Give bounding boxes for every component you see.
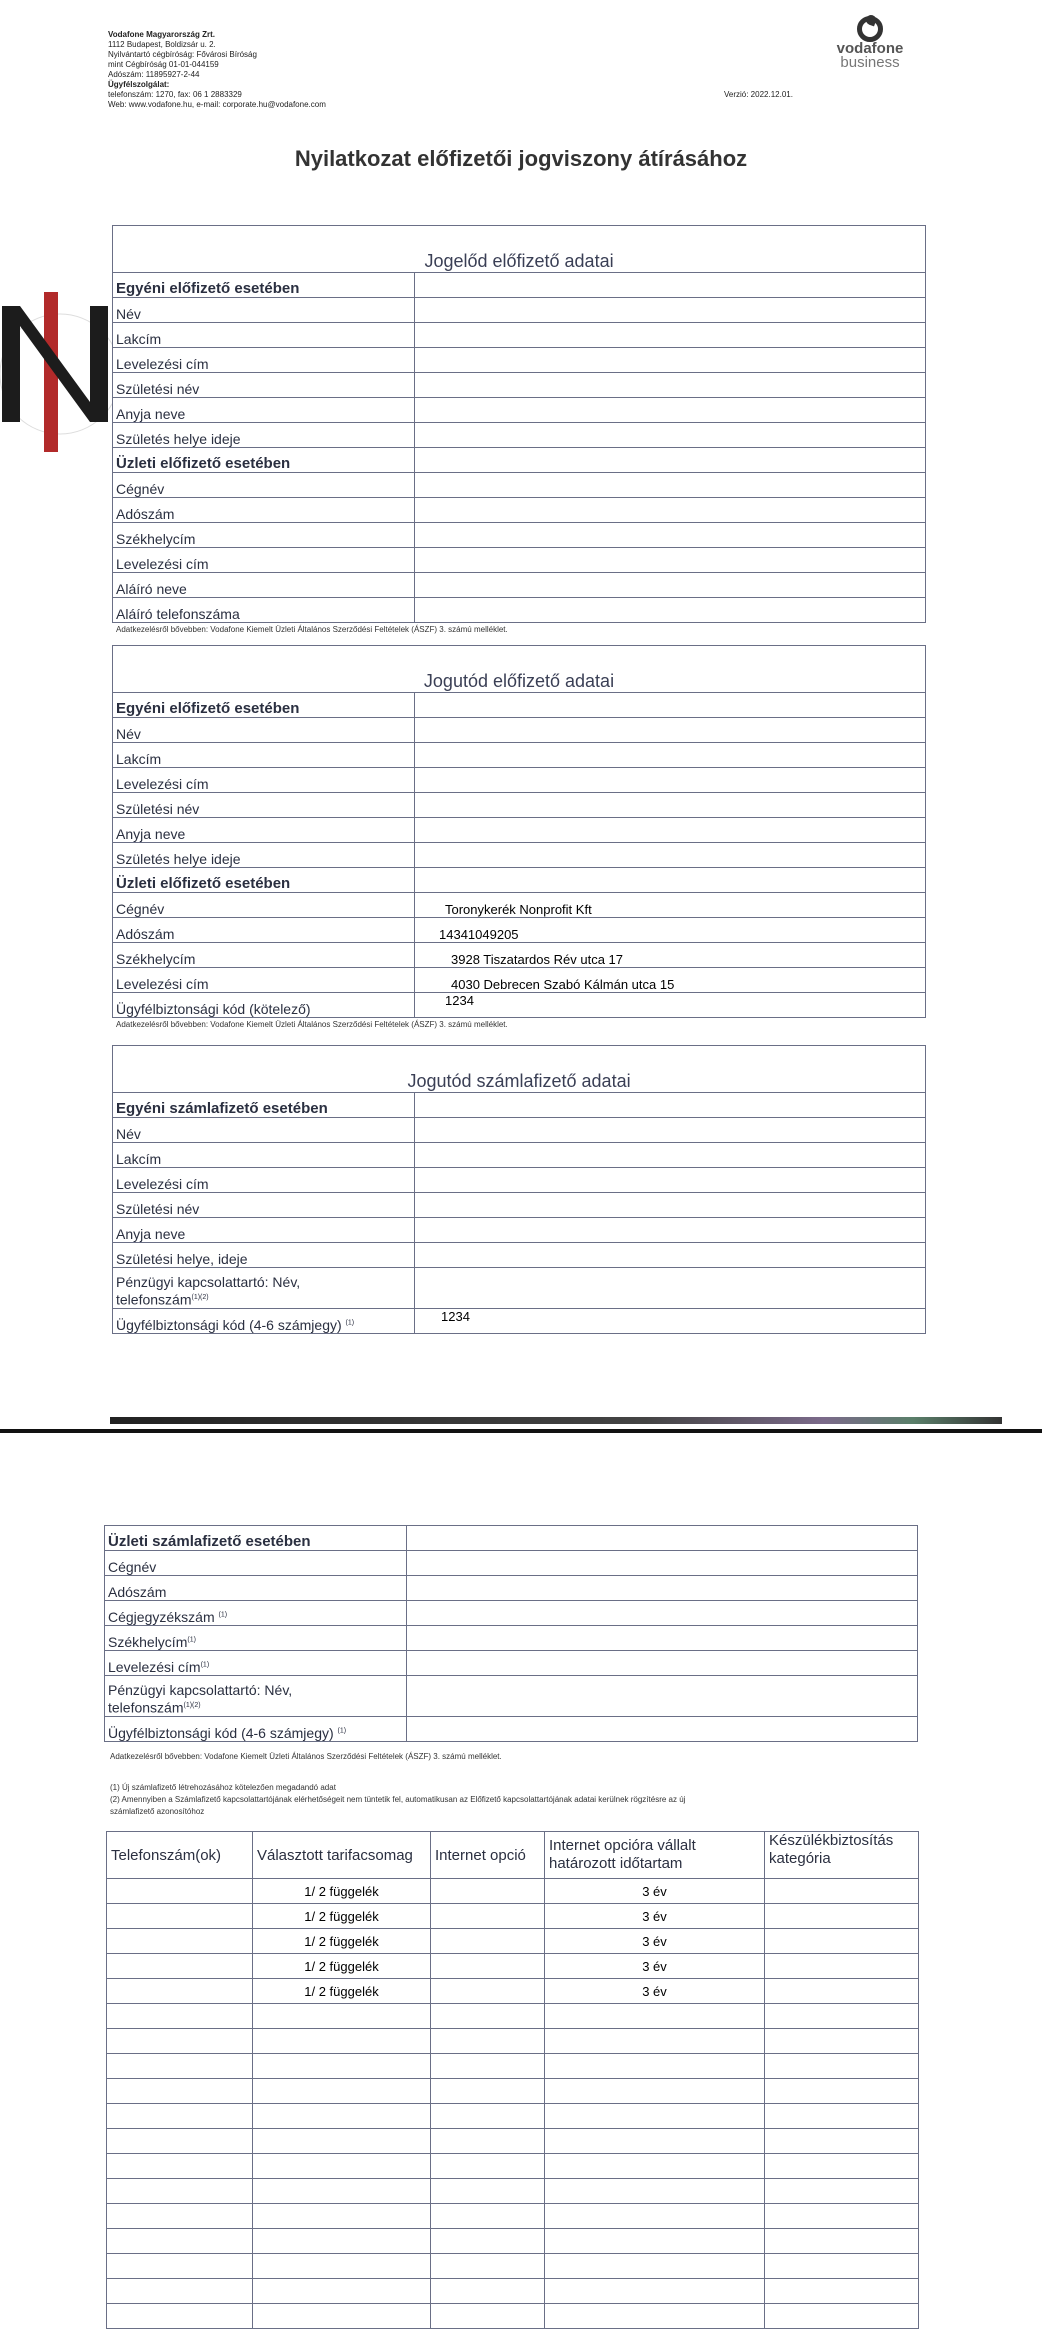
company-info — [108, 30, 428, 110]
tariff-cell[interactable] — [253, 2054, 431, 2079]
tariff-cell[interactable] — [431, 2004, 545, 2029]
tariff-cell[interactable] — [431, 2129, 545, 2154]
tariff-row — [107, 1879, 919, 1904]
field-label — [105, 1601, 407, 1626]
tariff-cell[interactable] — [545, 2004, 765, 2029]
tariff-cell[interactable] — [431, 1879, 545, 1904]
contact-label — [105, 1676, 407, 1717]
tariff-cell[interactable] — [765, 2154, 919, 2179]
label-text: Adószám — [108, 1584, 167, 1600]
tariff-cell[interactable] — [107, 2179, 253, 2204]
value-cell[interactable] — [415, 1168, 926, 1193]
tariff-row — [107, 2154, 919, 2179]
tariff-cell[interactable] — [253, 2279, 431, 2304]
field-label: Lakcím — [113, 323, 415, 348]
tariff-cell[interactable]: 1/ 2 függelék — [253, 1879, 431, 1904]
tariff-row — [107, 1979, 919, 2004]
tariff-cell[interactable] — [107, 1879, 253, 1904]
tariff-row — [107, 2129, 919, 2154]
value-cell[interactable] — [407, 1576, 918, 1601]
company-line: 1112 Budapest, Boldizsár u. 2. — [108, 40, 216, 49]
tariff-cell[interactable] — [107, 1904, 253, 1929]
contact-label-text: telefonszám — [108, 1700, 184, 1716]
field-label — [105, 1651, 407, 1676]
field-label: Adószám — [113, 918, 415, 943]
tariff-cell[interactable] — [253, 2029, 431, 2054]
tariff-cell[interactable] — [545, 2079, 765, 2104]
tariff-cell[interactable] — [431, 1979, 545, 2004]
tariff-cell[interactable] — [545, 2179, 765, 2204]
label-text: Cégnév — [108, 1559, 157, 1575]
field-label — [105, 1576, 407, 1601]
scan-edge — [110, 1417, 1002, 1424]
tariff-cell[interactable] — [253, 2079, 431, 2104]
tariff-cell[interactable] — [765, 2104, 919, 2129]
field-label: Név — [113, 1118, 415, 1143]
tariff-cell[interactable] — [765, 1979, 919, 2004]
field-label: Székhelycím — [113, 943, 415, 968]
tariff-row — [107, 2029, 919, 2054]
value-cell[interactable] — [407, 1601, 918, 1626]
tariff-cell[interactable] — [765, 2029, 919, 2054]
footnote-marker: (1) — [187, 1636, 196, 1644]
value-cell[interactable] — [407, 1626, 918, 1651]
field-label: Születési név — [113, 373, 415, 398]
footnote: (1) Új számlafizető létrehozásához kötelezően megadandó adat — [110, 1783, 336, 1792]
column-header: Internet opcióra vállalt határozott időtartam — [545, 1832, 765, 1879]
tariff-cell[interactable] — [765, 2254, 919, 2279]
value-cell[interactable] — [415, 348, 926, 373]
column-header: Készülékbiztosítás kategória — [765, 1832, 919, 1879]
tariff-cell[interactable] — [253, 2304, 431, 2329]
contact-label-text: telefonszám — [116, 1292, 192, 1308]
tariff-cell[interactable] — [545, 2129, 765, 2154]
field-label: Név — [113, 718, 415, 743]
tariff-cell[interactable] — [107, 2004, 253, 2029]
tariff-cell[interactable] — [107, 2054, 253, 2079]
section-title: Jogelőd előfizető adatai — [113, 226, 926, 273]
data-handling-note: Adatkezelésről bővebben: Vodafone Kiemelt Üzleti Általános Szerződési Feltételek (ÁSZF) 3. számú melléklet. — [116, 625, 508, 634]
tariff-row — [107, 2279, 919, 2304]
tariff-cell[interactable] — [765, 2004, 919, 2029]
tariff-row — [107, 2179, 919, 2204]
value-cell[interactable] — [415, 693, 926, 718]
tariff-cell[interactable] — [431, 2304, 545, 2329]
tariff-cell[interactable] — [545, 2304, 765, 2329]
tariff-header-row — [107, 1832, 919, 1879]
tariff-row — [107, 2079, 919, 2104]
tariff-cell[interactable] — [253, 2129, 431, 2154]
field-label: Levelezési cím — [113, 548, 415, 573]
field-label: Születés helye ideje — [113, 843, 415, 868]
tariff-cell[interactable] — [253, 2254, 431, 2279]
document-title: Nyilatkozat előfizetői jogviszony átírásához — [294, 146, 748, 171]
successor-payer-table — [112, 1045, 926, 1334]
security-code-label — [113, 1309, 415, 1334]
field-label: Lakcím — [113, 1143, 415, 1168]
tariff-cell[interactable] — [253, 2004, 431, 2029]
footnote-marker: (1) — [337, 1727, 347, 1735]
tariff-table — [106, 1831, 919, 2329]
value-cell[interactable] — [415, 573, 926, 598]
predecessor-subscriber-table — [112, 225, 926, 623]
data-handling-note: Adatkezelésről bővebben: Vodafone Kiemelt Üzleti Általános Szerződési Feltételek (ÁSZF) 3. számú melléklet. — [110, 1752, 502, 1761]
value-cell[interactable] — [415, 843, 926, 868]
tariff-cell[interactable] — [107, 2104, 253, 2129]
page-divider — [0, 1429, 1042, 1433]
tariff-cell[interactable]: 3 év — [545, 1979, 765, 2004]
field-label: Cégnév — [113, 473, 415, 498]
tariff-cell[interactable] — [765, 2179, 919, 2204]
tariff-cell[interactable] — [431, 1929, 545, 1954]
value-cell[interactable] — [415, 768, 926, 793]
tariff-cell[interactable] — [253, 2154, 431, 2179]
footnote-marker: (1) — [218, 1611, 228, 1619]
value-cell[interactable] — [415, 373, 926, 398]
company-line: Web: www.vodafone.hu, e-mail: corporate.hu@vodafone.com — [108, 100, 326, 109]
individual-header: Egyéni előfizető esetében — [113, 273, 415, 298]
section-title: Jogutód számlafizető adatai — [113, 1046, 926, 1093]
tariff-cell[interactable] — [253, 2204, 431, 2229]
field-label: Ügyfélbiztonsági kód (kötelező) — [113, 993, 415, 1018]
field-label: Lakcím — [113, 743, 415, 768]
vodafone-logo — [830, 16, 910, 70]
tariff-cell[interactable] — [107, 2204, 253, 2229]
tariff-cell[interactable] — [107, 2029, 253, 2054]
tariff-cell[interactable] — [253, 2104, 431, 2129]
tariff-cell[interactable] — [765, 2129, 919, 2154]
individual-header: Egyéni számlafizető esetében — [113, 1093, 415, 1118]
value-cell[interactable] — [415, 1118, 926, 1143]
company-line: telefonszám: 1270, fax: 06 1 2883329 — [108, 90, 242, 99]
n-logo-overlay — [0, 292, 112, 462]
tariff-cell[interactable] — [545, 2204, 765, 2229]
tariff-cell[interactable] — [765, 2229, 919, 2254]
company-line: Adószám: 11895927-2-44 — [108, 70, 200, 79]
tax-number-value[interactable]: 14341049205 — [415, 918, 926, 943]
value-cell[interactable] — [415, 1268, 926, 1309]
tariff-cell[interactable] — [431, 2204, 545, 2229]
tariff-row — [107, 2054, 919, 2079]
tariff-cell[interactable] — [107, 2229, 253, 2254]
tariff-cell[interactable]: 3 év — [545, 1954, 765, 1979]
value-cell[interactable] — [415, 448, 926, 473]
value-cell[interactable] — [415, 548, 926, 573]
company-line: Ügyfélszolgálat: — [108, 80, 170, 89]
footnote-marker: (1)(2) — [183, 1702, 201, 1710]
value-cell[interactable] — [415, 743, 926, 768]
value-cell[interactable] — [415, 398, 926, 423]
contact-label-text: Pénzügyi kapcsolattartó: Név, — [108, 1682, 293, 1699]
company-name-value[interactable]: Toronykerék Nonprofit Kft — [415, 893, 926, 918]
value-cell[interactable] — [415, 1243, 926, 1268]
label-text: Székhelycím — [108, 1634, 188, 1650]
tariff-cell[interactable] — [431, 2054, 545, 2079]
contact-label — [113, 1268, 415, 1309]
value-cell[interactable] — [415, 718, 926, 743]
value-cell[interactable] — [415, 323, 926, 348]
tariff-cell[interactable] — [431, 2179, 545, 2204]
field-label: Születési név — [113, 793, 415, 818]
code-label-text: Ügyfélbiztonsági kód (4-6 számjegy) — [108, 1725, 334, 1741]
value-cell[interactable] — [415, 523, 926, 548]
field-label: Anyja neve — [113, 818, 415, 843]
value-cell[interactable] — [415, 1093, 926, 1118]
field-label: Székhelycím — [113, 523, 415, 548]
field-label: Levelezési cím — [113, 768, 415, 793]
field-label: Aláíró telefonszáma — [113, 598, 415, 623]
value-cell[interactable] — [407, 1717, 918, 1742]
tariff-cell[interactable] — [545, 2279, 765, 2304]
field-label: Név — [113, 298, 415, 323]
value-cell[interactable] — [415, 598, 926, 623]
company-line: Vodafone Magyarország Zrt. — [108, 30, 215, 39]
value-cell[interactable] — [415, 1193, 926, 1218]
business-header: Üzleti előfizető esetében — [113, 868, 415, 893]
security-code-value[interactable]: 1234 — [415, 1309, 926, 1334]
logo-sub: business — [840, 54, 900, 71]
tariff-cell[interactable] — [765, 2304, 919, 2329]
field-label: Születési név — [113, 1193, 415, 1218]
value-cell[interactable] — [415, 498, 926, 523]
tariff-cell[interactable] — [107, 1979, 253, 2004]
tariff-row — [107, 1929, 919, 1954]
value-cell[interactable] — [415, 1143, 926, 1168]
value-cell[interactable] — [407, 1651, 918, 1676]
value-cell[interactable] — [415, 473, 926, 498]
footnote-marker: (1)(2) — [191, 1294, 209, 1302]
field-label: Levelezési cím — [113, 348, 415, 373]
headquarters-value[interactable]: 3928 Tiszatardos Rév utca 17 — [415, 943, 926, 968]
tariff-cell[interactable] — [107, 2154, 253, 2179]
footnote-marker: (1) — [345, 1319, 355, 1327]
footnote-marker: (1) — [200, 1661, 210, 1669]
value-cell[interactable] — [407, 1551, 918, 1576]
tariff-cell[interactable] — [431, 2279, 545, 2304]
tariff-cell[interactable] — [431, 2029, 545, 2054]
logo-name: vodafone — [836, 40, 904, 57]
label-text: Cégjegyzékszám — [108, 1609, 215, 1625]
tariff-cell[interactable] — [107, 2279, 253, 2304]
value-cell[interactable] — [415, 793, 926, 818]
security-code-value[interactable]: 1234 — [415, 993, 926, 1018]
tariff-row — [107, 2229, 919, 2254]
tariff-cell[interactable] — [107, 2254, 253, 2279]
tariff-cell[interactable] — [431, 1954, 545, 1979]
value-cell[interactable] — [415, 273, 926, 298]
individual-header: Egyéni előfizető esetében — [113, 693, 415, 718]
tariff-cell[interactable] — [253, 2229, 431, 2254]
field-label: Születési helye, ideje — [113, 1243, 415, 1268]
company-line: Nyilvántartó cégbíróság: Fővárosi Bíróság — [108, 50, 257, 59]
data-handling-note: Adatkezelésről bővebben: Vodafone Kiemelt Üzleti Általános Szerződési Feltételek (ÁSZF) 3. számú melléklet. — [116, 1020, 508, 1029]
tariff-cell[interactable] — [545, 2054, 765, 2079]
tariff-cell[interactable] — [545, 2154, 765, 2179]
column-header: Internet opció — [431, 1832, 545, 1879]
field-label — [105, 1551, 407, 1576]
tariff-cell[interactable] — [431, 2104, 545, 2129]
field-label: Aláíró neve — [113, 573, 415, 598]
field-label: Levelezési cím — [113, 968, 415, 993]
tariff-cell[interactable] — [545, 2029, 765, 2054]
tariff-row — [107, 1904, 919, 1929]
footnote: számlafizető azonosítóhoz — [110, 1807, 205, 1816]
tariff-cell[interactable]: 1/ 2 függelék — [253, 1904, 431, 1929]
tariff-cell[interactable] — [431, 2154, 545, 2179]
value-cell[interactable] — [415, 818, 926, 843]
tariff-cell[interactable] — [107, 1929, 253, 1954]
value-cell[interactable] — [415, 868, 926, 893]
tariff-cell[interactable] — [765, 2279, 919, 2304]
tariff-cell[interactable] — [431, 1904, 545, 1929]
tariff-cell[interactable]: 3 év — [545, 1929, 765, 1954]
value-cell[interactable] — [407, 1676, 918, 1717]
value-cell[interactable] — [415, 1218, 926, 1243]
tariff-cell[interactable] — [765, 2079, 919, 2104]
tariff-cell[interactable] — [431, 2229, 545, 2254]
code-label-text: Ügyfélbiztonsági kód (4-6 számjegy) — [116, 1317, 342, 1333]
tariff-cell[interactable] — [107, 2304, 253, 2329]
tariff-cell[interactable] — [545, 2229, 765, 2254]
tariff-cell[interactable] — [765, 1929, 919, 1954]
tariff-cell[interactable] — [107, 1954, 253, 1979]
tariff-row — [107, 2254, 919, 2279]
business-header: Üzleti számlafizető esetében — [105, 1526, 407, 1551]
tariff-cell[interactable] — [431, 2079, 545, 2104]
tariff-cell[interactable] — [765, 2054, 919, 2079]
tariff-cell[interactable] — [545, 2254, 765, 2279]
tariff-cell[interactable]: 1/ 2 függelék — [253, 1954, 431, 1979]
vodafone-speechmark-icon — [857, 16, 883, 42]
footnote: (2) Amennyiben a Számlafizető kapcsolattartójának elérhetőségeit nem tüntetik fel, automatikusan az Előfizető kapcsolattartójának adatai kerülnek rögzítésre az új — [110, 1795, 686, 1804]
field-label: Adószám — [113, 498, 415, 523]
contact-label-text: Pénzügyi kapcsolattartó: Név, — [116, 1274, 301, 1291]
tariff-cell[interactable] — [765, 1904, 919, 1929]
security-code-label — [105, 1717, 407, 1742]
value-cell[interactable] — [407, 1526, 918, 1551]
tariff-row — [107, 1954, 919, 1979]
business-header: Üzleti előfizető esetében — [113, 448, 415, 473]
column-header: Telefonszám(ok) — [107, 1832, 253, 1879]
field-label: Születés helye ideje — [113, 423, 415, 448]
value-cell[interactable] — [415, 298, 926, 323]
tariff-cell[interactable]: 3 év — [545, 1879, 765, 1904]
label-text: Levelezési cím — [108, 1659, 201, 1675]
tariff-cell[interactable] — [253, 2179, 431, 2204]
field-label: Anyja neve — [113, 1218, 415, 1243]
version-label: Verzió: 2022.12.01. — [724, 90, 793, 99]
tariff-cell[interactable]: 1/ 2 függelék — [253, 1979, 431, 2004]
field-label: Levelezési cím — [113, 1168, 415, 1193]
value-cell[interactable] — [415, 423, 926, 448]
field-label — [105, 1626, 407, 1651]
tariff-row — [107, 2204, 919, 2229]
successor-subscriber-table — [112, 645, 926, 1018]
tariff-cell[interactable] — [431, 2254, 545, 2279]
business-payer-table — [104, 1525, 918, 1742]
tariff-cell[interactable]: 3 év — [545, 1904, 765, 1929]
tariff-cell[interactable] — [107, 2079, 253, 2104]
company-line: mint Cégbíróság 01-01-044159 — [108, 60, 219, 69]
tariff-row — [107, 2004, 919, 2029]
mailing-address-value[interactable]: 4030 Debrecen Szabó Kálmán utca 15 — [415, 968, 926, 993]
column-header: Választott tarifacsomag — [253, 1832, 431, 1879]
tariff-cell[interactable]: 1/ 2 függelék — [253, 1929, 431, 1954]
tariff-cell[interactable] — [765, 1954, 919, 1979]
tariff-cell[interactable] — [545, 2104, 765, 2129]
section-title: Jogutód előfizető adatai — [113, 646, 926, 693]
tariff-cell[interactable] — [765, 1879, 919, 1904]
field-label: Anyja neve — [113, 398, 415, 423]
tariff-row — [107, 2104, 919, 2129]
tariff-cell[interactable] — [107, 2129, 253, 2154]
field-label: Cégnév — [113, 893, 415, 918]
tariff-row — [107, 2304, 919, 2329]
tariff-cell[interactable] — [765, 2204, 919, 2229]
